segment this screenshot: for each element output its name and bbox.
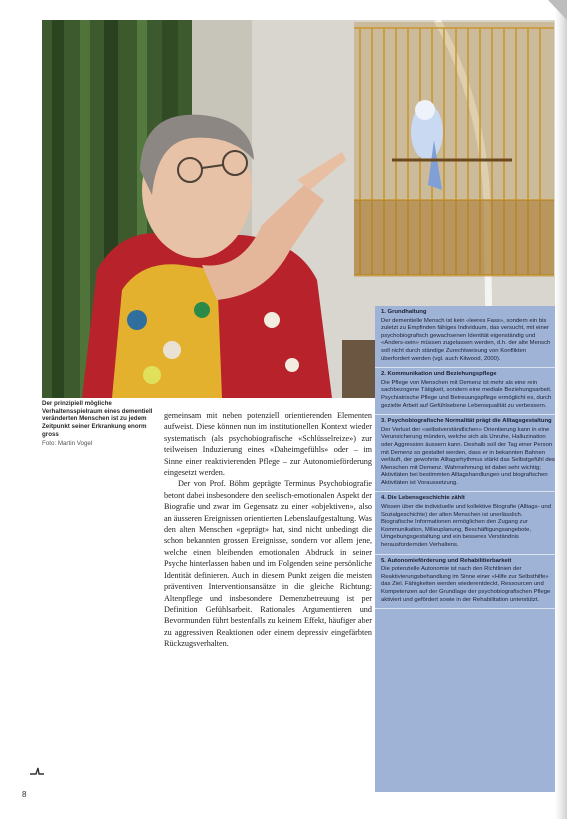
photo-credit: Foto: Martin Vogel bbox=[42, 439, 93, 447]
principle-text: Der Verlust der «selbstverständlichen» Orientierung kann in eine Verunsicherung münden, welche sich als Unruhe, Halluzination oder Aggression äussern kann. Deshalb soll der Tag einer Person mit Demenz so gestaltet werden, dass er in bekannten Bahnen verläuft, der gewohnte Alltagsrhythmus stärkt das Selbstgefühl des Menschen mit Demenz. Wahrnehmung ist dabei sehr wichtig; Aktivitäten bei bestimmten Alltagshandlungen und biografischen Aktivitäten ist Voraussetzung. bbox=[381, 426, 555, 486]
principle-heading: 2. Kommunikation und Beziehungspflege bbox=[381, 371, 497, 378]
principle-text: Der dementielle Mensch ist kein «leeres Fass», sondern ein bis zuletzt zu Empfinden fähiges Individuum, das versucht, mit einer psychobiografisch gewachsenen Identität eigenständig und «Anders-sein» müssen zugelassen werden, d.h. der alte Mensch soll nicht durch ständige Zurechtweisung von Konflikten überfordert werden (vgl. auch Kitwood, 2000). bbox=[381, 317, 551, 362]
principle-section bbox=[375, 492, 561, 554]
principles-box bbox=[375, 306, 561, 792]
principle-text: Die potenzielle Autonomie ist nach den Richtlinien der Reaktivierungsbehandlung im Sinne einer «Hilfe zur Selbsthilfe» das Ziel. Fähigkeiten werden wiederentdeckt, Ressourcen und Kompetenzen auf der Grundlage der psychobiografischen Pflege aktiviert und gefördert sowie in der Rehabilitation unterstützt. bbox=[381, 566, 551, 603]
page-corner-fold bbox=[548, 0, 567, 20]
principle-heading: 3. Psychobiografische Normalität prägt die Alltagsgestaltung bbox=[381, 418, 552, 425]
article-body bbox=[164, 410, 372, 650]
body-paragraph: Der von Prof. Böhm geprägte Terminus Psychobiografie betont dabei insbesondere den seelisch-emotionalen Aspekt der Biografie und zwar im Gegensatz zu einer «objektiven», also an äusseren Ereignissen orientierten Lebenslaufgestaltung. Was den alten Menschen «geprägt» hat, sind nicht unbedingt die schon bekannten grossen Ereignisse, sondern vor allem jene, welche einen bleibenden emotionalen Abdruck in seiner Psyche hinterlassen haben und im Folgenden seine persönliche Identität definieren. Auch in diesem Punkt zeigen die meisten präventiven Interventionsansätze in die gleiche Richtung: Altenpflege und insbesondere Demenzbetreuung ist per Definition Gefühlsarbeit. Rationales Argumentieren und Bevormunden führt bestenfalls zu keinem Effekt, häufiger aber zu aggressiven Reaktionen oder einem depressiv eingefärbten Rückzugsverhalten. bbox=[164, 479, 372, 649]
principle-section bbox=[375, 555, 561, 610]
principle-section bbox=[375, 415, 561, 492]
principle-text: Die Pflege von Menschen mit Demenz ist mehr als eine rein sachbezogene Tätigkeit, sondern eine mediale Beziehungsarbeit. Psychiatrische Pflege und Betreuungspflege ermöglicht es, durch gezielte Arbeit auf Gefühlsebene Lebensqualität zu verbessern. bbox=[381, 379, 552, 409]
principle-text: Wissen über die individuelle und kollektive Biografie (Alltags- und Sozialgeschichte) der alten Menschen ist unerlässlich. Biografische Informationen ermöglichen den Zugang zur Kommunikation, Milieuplanung, Beschäftigungsangebote, Umgebungsgestaltung und ein besseres Verständnis herausfordernden Verhaltens. bbox=[381, 504, 551, 549]
publisher-logo-mark bbox=[30, 767, 44, 775]
principle-section bbox=[375, 306, 561, 368]
principle-section bbox=[375, 368, 561, 415]
page-number: 8 bbox=[22, 790, 27, 799]
principle-heading: 4. Die Lebensgeschichte zählt bbox=[381, 495, 465, 502]
principle-heading: 1. Grundhaltung bbox=[381, 309, 427, 315]
scan-edge-shadow bbox=[555, 0, 567, 819]
photo-caption bbox=[42, 400, 160, 447]
principle-heading: 5. Autonomieförderung und Rehabilitierbarkeit bbox=[381, 557, 512, 564]
caption-text: Der prinzipiell mögliche Verhaltensspielraum eines dementiell veränderten Menschen ist zu jedem Zeitpunkt seiner Erkrankung enorm gross bbox=[42, 400, 153, 438]
body-paragraph: gemeinsam mit neben potenziell orientierenden Elementen aufweist. Diese können nun im institutionellen Kontext wieder systematisch (als psychobiografische «Schlüsselreize») zur teilweisen Induzierung eines «Daheimgefühls» oder – im Sinne einer reaktivierenden Pflege – zur Autonomieförderung eingesetzt werden. bbox=[164, 411, 372, 478]
